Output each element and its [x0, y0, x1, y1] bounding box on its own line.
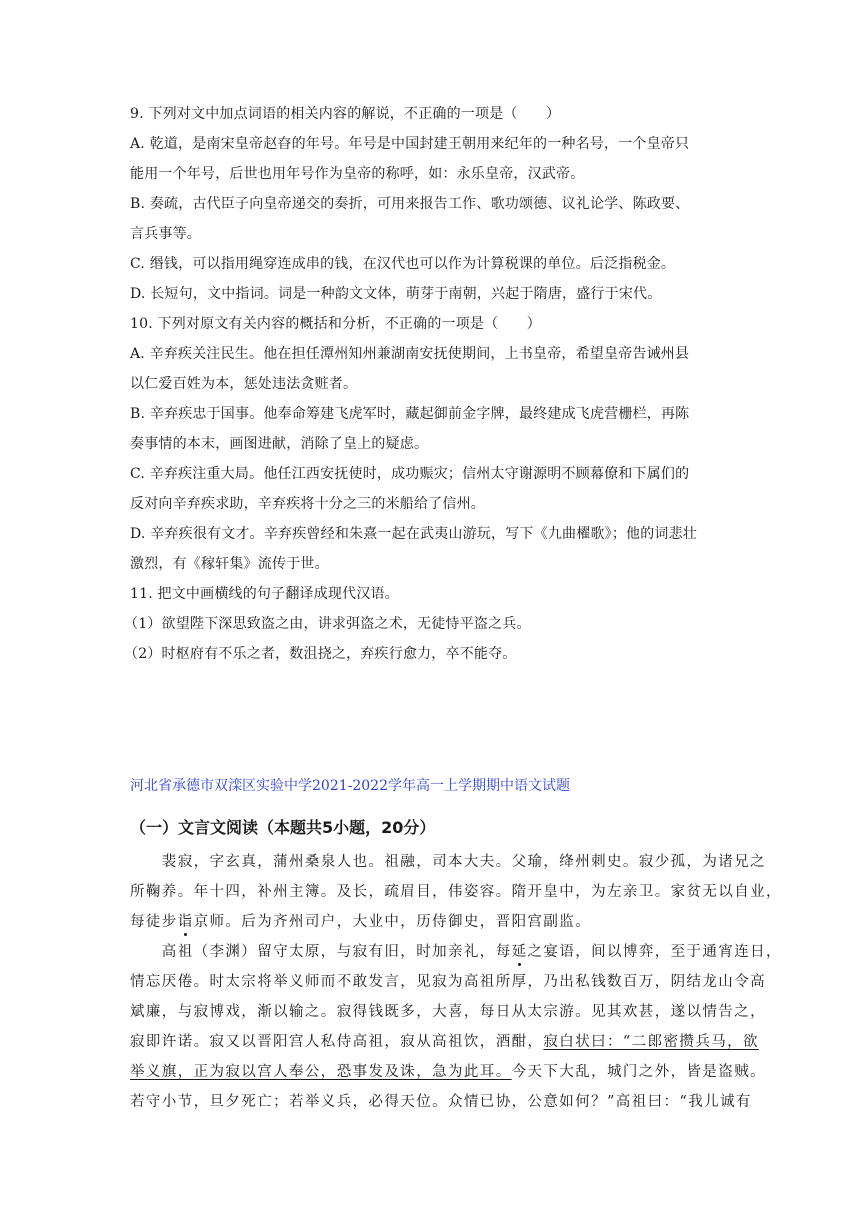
passage-text: 之宴语，间以博弈，至于通宵连日， — [527, 944, 782, 960]
question-10-option-a-cont: 以仁爱百姓为本，惩处违法贪赃者。 — [130, 376, 358, 392]
passage-text: 今天下大乱，城门之外，皆是盗贼。 — [511, 1064, 767, 1080]
section-heading: （一）文言文阅读（本题共5小题，20分） — [130, 818, 436, 837]
passage-line — [130, 942, 782, 962]
question-9-option-b-cont: 言兵事等。 — [130, 226, 201, 242]
question-10-stem: 10. 下列对原文有关内容的概括和分析，不正确的一项是（ ） — [130, 316, 541, 332]
question-10-option-a: A. 辛弃疾关注民生。他在担任潭州知州兼湖南安抚使期间，上书皇帝，希望皇帝告诫州县 — [130, 346, 690, 362]
passage-line: 裴寂，字玄真，蒲州桑泉人也。祖融，司本大夫。父瑜，绛州刺史。寂少孤，为诸兄之 — [130, 854, 766, 870]
question-11-sentence-1: （1）欲望陛下深思致盗之由，讲求弭盗之术，无徒恃平盗之兵。 — [124, 616, 531, 632]
question-9-option-c: C. 缗钱，可以指用绳穿连成串的钱，在汉代也可以作为计算税课的单位。后泛指税金。 — [130, 256, 676, 272]
underlined-sentence: 举义旗，正为寂以宫人奉公，恐事发及诛，急为此耳。 — [130, 1064, 512, 1080]
passage-line — [130, 1032, 759, 1052]
passage-text: 京师。后为齐州司户，大业中，历侍御史，晋阳宫副监。 — [193, 914, 592, 930]
source-title-link[interactable]: 河北省承德市双滦区实验中学2021-2022学年高一上学期期中语文试题 — [130, 778, 570, 794]
question-10-option-d: D. 辛弃疾很有文才。辛弃疾曾经和朱熹一起在武夷山游玩，写下《九曲櫂歌》；他的词悲壮 — [130, 526, 698, 542]
question-9-option-d: D. 长短句，文中指词。词是一种韵文文体，萌芽于南朝，兴起于隋唐，盛行于宋代。 — [130, 286, 662, 302]
question-9-option-b: B. 奏疏，古代臣子向皇帝递交的奏折，可用来报告工作、歌功颂德、议礼论学、陈政要、 — [130, 196, 690, 212]
passage-line: 情忘厌倦。时太宗将举义师而不敢发言，见寂为高祖所厚，乃出私钱数百万，阴结龙山令高 — [130, 974, 766, 990]
question-9-stem: 9. 下列对文中加点词语的相关内容的解说，不正确的一项是（ ） — [130, 106, 561, 122]
passage-text: 寂即许诺。寂又以晋阳宫人私侍高祖，寂从高祖饮，酒酣， — [130, 1034, 544, 1050]
passage-line — [130, 912, 740, 932]
passage-line — [130, 1062, 767, 1082]
question-11-stem: 11. 把文中画横线的句子翻译成现代汉语。 — [130, 586, 399, 602]
question-9-option-a-cont: 能用一个年号，后世也用年号作为皇帝的称呼，如：永乐皇帝，汉武帝。 — [130, 166, 585, 182]
question-11-sentence-2: （2）时枢府有不乐之者，数沮挠之，弃疾行愈力，卒不能夺。 — [124, 646, 517, 662]
question-10-option-b-cont: 奏事情的本末，画图进献，消除了皇上的疑虑。 — [130, 436, 429, 452]
passage-line: 若守小节，旦夕死亡；若举义兵，必得天位。众情已协，公意如何？”高祖曰：“我儿诚有 — [130, 1094, 752, 1110]
question-10-option-d-cont: 激烈，有《稼轩集》流传于世。 — [130, 556, 329, 572]
question-10-option-c: C. 辛弃疾注重大局。他任江西安抚使时，成功赈灾；信州太守谢源明不顾幕僚和下属们的 — [130, 466, 690, 482]
question-9-option-a: A. 乾道，是南宋皇帝赵昚的年号。年号是中国封建王朝用来纪年的一种名号，一个皇帝只 — [130, 136, 690, 152]
underlined-sentence: 寂白状曰：“二郎密攒兵马，欲 — [543, 1034, 759, 1050]
passage-line: 斌廉，与寂博戏，渐以输之。寂得钱既多，大喜，每日从太宗游。见其欢甚，遂以情告之， — [130, 1004, 766, 1020]
question-10-option-b: B. 辛弃疾忠于国事。他奉命筹建飞虎军时，藏起御前金字牌，最终建成飞虎营栅栏，再陈 — [130, 406, 690, 422]
passage-text: 每徒步 — [130, 914, 178, 930]
passage-text: 高祖（李渊）留守太原，与寂有旧，时加亲礼，每 — [130, 944, 512, 960]
passage-line: 所鞠养。年十四，补州主簿。及长，疏眉目，伟姿容。隋开皇中，为左亲卫。家贫无以自业， — [130, 884, 782, 900]
dotted-word: 诣 — [177, 914, 194, 930]
question-10-option-c-cont: 反对向辛弃疾求助，辛弃疾将十分之三的米船给了信州。 — [130, 496, 485, 512]
dotted-word: 延 — [511, 944, 528, 960]
